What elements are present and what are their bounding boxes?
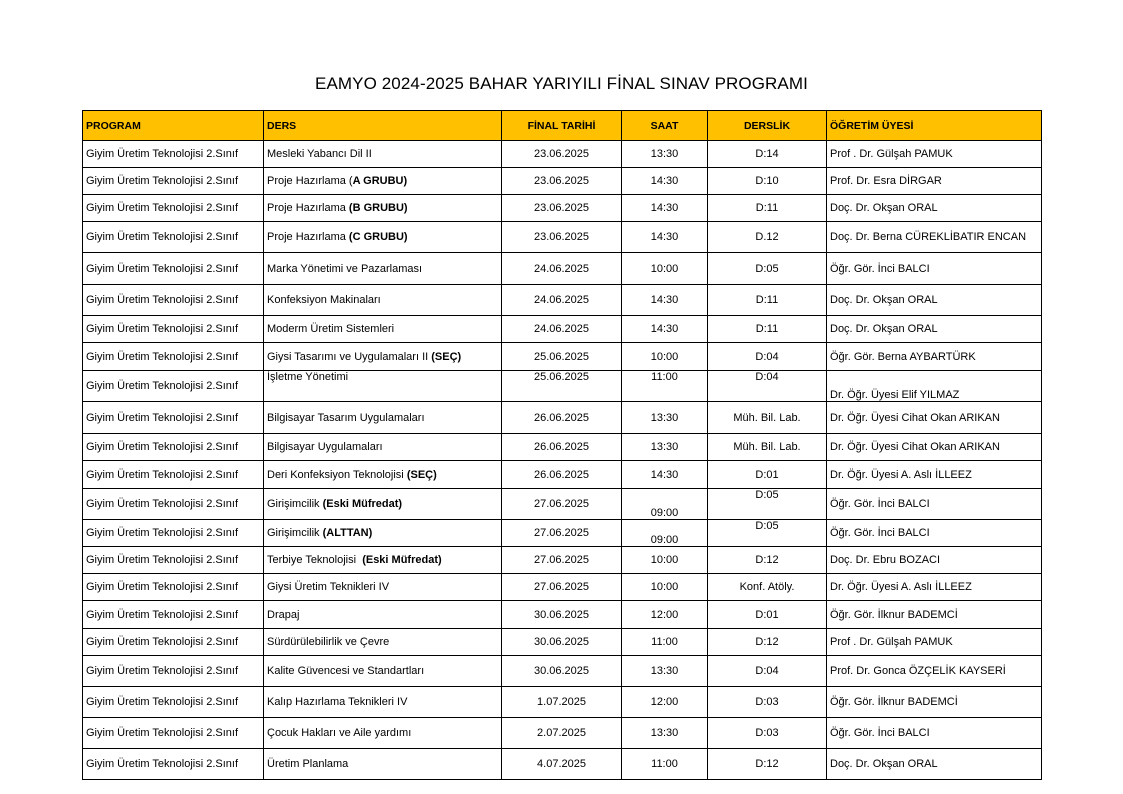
course-cell [264, 195, 502, 222]
course-name: Drapaj [267, 608, 300, 621]
instructor-cell: Doç. Dr. Okşan ORAL [827, 749, 1042, 780]
table-row [83, 547, 1042, 574]
course-name: Bilgisayar Uygulamaları [267, 441, 383, 453]
program-cell: Giyim Üretim Teknolojisi 2.Sınıf [83, 574, 264, 601]
table-row [83, 601, 1042, 629]
course-cell [264, 656, 502, 687]
instructor-cell: Dr. Öğr. Üyesi A. Aslı İLLEEZ [827, 574, 1042, 601]
time-cell: 10:00 [622, 253, 708, 285]
room-cell: D:04 [708, 343, 827, 371]
date-cell: 27.06.2025 [502, 574, 622, 601]
header-uye: ÖĞRETİM ÜYESİ [827, 111, 1042, 141]
course-group-note: (SEÇ) [431, 350, 462, 363]
table-row [83, 371, 1042, 402]
room-cell: Müh. Bil. Lab. [708, 434, 827, 461]
time-cell: 13:30 [622, 402, 708, 434]
table-row [83, 402, 1042, 434]
instructor-cell: Prof. Dr. Esra DİRGAR [827, 168, 1042, 195]
course-cell [264, 253, 502, 285]
program-cell: Giyim Üretim Teknolojisi 2.Sınıf [83, 461, 264, 489]
course-cell [264, 371, 502, 402]
instructor-cell: Öğr. Gör. İnci BALCI [827, 520, 1042, 547]
time-cell: 13:30 [622, 141, 708, 168]
room-cell: Konf. Atöly. [708, 574, 827, 601]
course-group-note: (Eski Müfredat) [362, 554, 442, 566]
time-cell: 09:00 [622, 489, 708, 520]
course-cell [264, 489, 502, 520]
header-ders: DERS [264, 111, 502, 141]
room-cell: D:11 [708, 285, 827, 316]
date-cell: 27.06.2025 [502, 520, 622, 547]
exam-schedule-table [82, 110, 1042, 780]
time-cell: 14:30 [622, 461, 708, 489]
course-name: Terbiye Teknolojisi [267, 554, 363, 566]
course-group-note: (Eski Müfredat) [322, 498, 403, 510]
date-cell: 23.06.2025 [502, 168, 622, 195]
table-row [83, 718, 1042, 749]
program-cell: Giyim Üretim Teknolojisi 2.Sınıf [83, 749, 264, 780]
instructor-cell: Dr. Öğr. Üyesi Cihat Okan ARIKAN [827, 402, 1042, 434]
course-name: Giysi Üretim Teknikleri IV [267, 581, 390, 593]
room-cell: D:05 [708, 520, 827, 547]
course-name: Marka Yönetimi ve Pazarlaması [267, 262, 423, 275]
program-cell: Giyim Üretim Teknolojisi 2.Sınıf [83, 629, 264, 656]
time-cell: 14:30 [622, 222, 708, 253]
instructor-cell: Dr. Öğr. Üyesi A. Aslı İLLEEZ [827, 461, 1042, 489]
program-cell: Giyim Üretim Teknolojisi 2.Sınıf [83, 168, 264, 195]
date-cell: 25.06.2025 [502, 371, 622, 402]
time-cell: 13:30 [622, 656, 708, 687]
instructor-cell: Prof . Dr. Gülşah PAMUK [827, 141, 1042, 168]
course-cell [264, 749, 502, 780]
course-cell [264, 629, 502, 656]
table-row [83, 168, 1042, 195]
course-cell [264, 574, 502, 601]
course-name: İşletme Yönetimi [267, 371, 349, 383]
course-name: Çocuk Hakları ve Aile yardımı [267, 727, 412, 739]
table-row [83, 222, 1042, 253]
course-name: Kalite Güvencesi ve Standartları [267, 665, 425, 677]
date-cell: 24.06.2025 [502, 253, 622, 285]
instructor-cell: Öğr. Gör. İnci BALCI [827, 253, 1042, 285]
room-cell: D:11 [708, 316, 827, 343]
program-cell: Giyim Üretim Teknolojisi 2.Sınıf [83, 253, 264, 285]
program-cell: Giyim Üretim Teknolojisi 2.Sınıf [83, 316, 264, 343]
room-cell: D:14 [708, 141, 827, 168]
course-cell [264, 434, 502, 461]
instructor-cell: Dr. Öğr. Üyesi Elif YILMAZ [827, 371, 1042, 402]
room-cell: Müh. Bil. Lab. [708, 402, 827, 434]
instructor-cell: Öğr. Gör. İlknur BADEMCİ [827, 601, 1042, 629]
room-cell: D:01 [708, 601, 827, 629]
time-cell: 10:00 [622, 343, 708, 371]
room-cell: D:11 [708, 195, 827, 222]
table-row [83, 749, 1042, 780]
course-name: Moderm Üretim Sistemleri [267, 323, 395, 335]
course-name: Mesleki Yabancı Dil II [267, 148, 372, 160]
instructor-cell: Prof . Dr. Gülşah PAMUK [827, 629, 1042, 656]
program-cell: Giyim Üretim Teknolojisi 2.Sınıf [83, 656, 264, 687]
course-cell [264, 141, 502, 168]
room-cell: D:12 [708, 749, 827, 780]
program-cell: Giyim Üretim Teknolojisi 2.Sınıf [83, 222, 264, 253]
header-tarih: FİNAL TARİHİ [502, 111, 622, 141]
time-cell: 10:00 [622, 547, 708, 574]
course-name: Girişimcilik [267, 527, 323, 539]
program-cell: Giyim Üretim Teknolojisi 2.Sınıf [83, 489, 264, 520]
room-cell: D:03 [708, 718, 827, 749]
course-name: Üretim Planlama [267, 758, 349, 770]
room-cell: D:04 [708, 371, 827, 402]
course-group-note: (C GRUBU) [348, 231, 408, 243]
program-cell: Giyim Üretim Teknolojisi 2.Sınıf [83, 402, 264, 434]
course-cell [264, 402, 502, 434]
date-cell: 23.06.2025 [502, 195, 622, 222]
course-name: Konfeksiyon Makinaları [267, 294, 381, 306]
time-cell: 12:00 [622, 687, 708, 718]
course-cell [264, 285, 502, 316]
time-cell: 14:30 [622, 168, 708, 195]
time-cell: 11:00 [622, 749, 708, 780]
course-cell [264, 461, 502, 489]
room-cell: D:03 [708, 687, 827, 718]
course-cell [264, 168, 502, 195]
instructor-cell: Öğr. Gör. İnci BALCI [827, 718, 1042, 749]
date-cell: 30.06.2025 [502, 629, 622, 656]
time-cell: 14:30 [622, 285, 708, 316]
program-cell: Giyim Üretim Teknolojisi 2.Sınıf [83, 141, 264, 168]
instructor-cell: Öğr. Gör. Berna AYBARTÜRK [827, 343, 1042, 371]
course-cell [264, 343, 502, 371]
course-group-note: (SEÇ) [406, 468, 437, 481]
table-row [83, 285, 1042, 316]
course-name: Bilgisayar Tasarım Uygulamaları [267, 411, 425, 424]
date-cell: 1.07.2025 [502, 687, 622, 718]
date-cell: 27.06.2025 [502, 489, 622, 520]
time-cell: 12:00 [622, 601, 708, 629]
header-program: PROGRAM [83, 111, 264, 141]
date-cell: 26.06.2025 [502, 434, 622, 461]
room-cell: D.12 [708, 222, 827, 253]
instructor-cell: Dr. Öğr. Üyesi Cihat Okan ARIKAN [827, 434, 1042, 461]
date-cell: 23.06.2025 [502, 222, 622, 253]
date-cell: 25.06.2025 [502, 343, 622, 371]
time-cell: 13:30 [622, 718, 708, 749]
program-cell: Giyim Üretim Teknolojisi 2.Sınıf [83, 687, 264, 718]
program-cell: Giyim Üretim Teknolojisi 2.Sınıf [83, 434, 264, 461]
table-row [83, 574, 1042, 601]
table-row [83, 316, 1042, 343]
instructor-cell: Öğr. Gör. İnci BALCI [827, 489, 1042, 520]
course-cell [264, 520, 502, 547]
program-cell: Giyim Üretim Teknolojisi 2.Sınıf [83, 520, 264, 547]
program-cell: Giyim Üretim Teknolojisi 2.Sınıf [83, 343, 264, 371]
room-cell: D:12 [708, 629, 827, 656]
date-cell: 23.06.2025 [502, 141, 622, 168]
table-row [83, 687, 1042, 718]
table-row [83, 656, 1042, 687]
instructor-cell: Doç. Dr. Okşan ORAL [827, 195, 1042, 222]
course-name: Proje Hazırlama [267, 231, 349, 243]
course-cell [264, 316, 502, 343]
program-cell: Giyim Üretim Teknolojisi 2.Sınıf [83, 718, 264, 749]
instructor-cell: Öğr. Gör. İlknur BADEMCİ [827, 687, 1042, 718]
instructor-cell: Doç. Dr. Berna CÜREKLİBATIR ENCAN [827, 222, 1042, 253]
program-cell: Giyim Üretim Teknolojisi 2.Sınıf [83, 601, 264, 629]
course-group-note: (ALTTAN) [322, 527, 373, 539]
header-row [83, 111, 1042, 141]
course-group-note: A GRUBU) [352, 175, 408, 187]
program-cell: Giyim Üretim Teknolojisi 2.Sınıf [83, 371, 264, 402]
program-cell: Giyim Üretim Teknolojisi 2.Sınıf [83, 285, 264, 316]
room-cell: D:05 [708, 489, 827, 520]
program-cell: Giyim Üretim Teknolojisi 2.Sınıf [83, 547, 264, 574]
date-cell: 24.06.2025 [502, 316, 622, 343]
time-cell: 14:30 [622, 316, 708, 343]
date-cell: 24.06.2025 [502, 285, 622, 316]
course-name: Giysi Tasarımı ve Uygulamaları II [267, 350, 432, 363]
date-cell: 26.06.2025 [502, 402, 622, 434]
room-cell: D:04 [708, 656, 827, 687]
page-title: EAMYO 2024-2025 BAHAR YARIYILI FİNAL SINAV PROGRAMI [315, 74, 808, 93]
time-cell: 13:30 [622, 434, 708, 461]
date-cell: 27.06.2025 [502, 547, 622, 574]
instructor-cell: Doç. Dr. Okşan ORAL [827, 316, 1042, 343]
time-cell: 11:00 [622, 629, 708, 656]
table-row [83, 629, 1042, 656]
table-row [83, 195, 1042, 222]
date-cell: 30.06.2025 [502, 656, 622, 687]
table-row [83, 489, 1042, 520]
table-row [83, 434, 1042, 461]
time-cell: 11:00 [622, 371, 708, 402]
course-name: Proje Hazırlama ( [267, 175, 353, 187]
room-cell: D:10 [708, 168, 827, 195]
table-row [83, 461, 1042, 489]
instructor-cell: Doç. Dr. Ebru BOZACI [827, 547, 1042, 574]
header-derslik: DERSLİK [708, 111, 827, 141]
course-cell [264, 547, 502, 574]
course-name: Kalıp Hazırlama Teknikleri IV [267, 696, 408, 708]
date-cell: 26.06.2025 [502, 461, 622, 489]
room-cell: D:01 [708, 461, 827, 489]
program-cell: Giyim Üretim Teknolojisi 2.Sınıf [83, 195, 264, 222]
instructor-cell: Prof. Dr. Gonca ÖZÇELİK KAYSERİ [827, 656, 1042, 687]
header-saat: SAAT [622, 111, 708, 141]
table-row [83, 520, 1042, 547]
date-cell: 30.06.2025 [502, 601, 622, 629]
course-name: Deri Konfeksiyon Teknolojisi [267, 468, 407, 481]
course-name: Girişimcilik [267, 498, 323, 510]
course-cell [264, 718, 502, 749]
instructor-cell: Doç. Dr. Okşan ORAL [827, 285, 1042, 316]
table-row [83, 253, 1042, 285]
room-cell: D:12 [708, 547, 827, 574]
date-cell: 4.07.2025 [502, 749, 622, 780]
course-cell [264, 687, 502, 718]
course-name: Proje Hazırlama [267, 202, 349, 214]
time-cell: 14:30 [622, 195, 708, 222]
date-cell: 2.07.2025 [502, 718, 622, 749]
course-cell [264, 222, 502, 253]
course-name: Sürdürülebilirlik ve Çevre [267, 636, 390, 648]
course-cell [264, 601, 502, 629]
time-cell: 09:00 [622, 520, 708, 547]
table-row [83, 141, 1042, 168]
course-group-note: (B GRUBU) [348, 202, 408, 214]
table-row [83, 343, 1042, 371]
room-cell: D:05 [708, 253, 827, 285]
time-cell: 10:00 [622, 574, 708, 601]
